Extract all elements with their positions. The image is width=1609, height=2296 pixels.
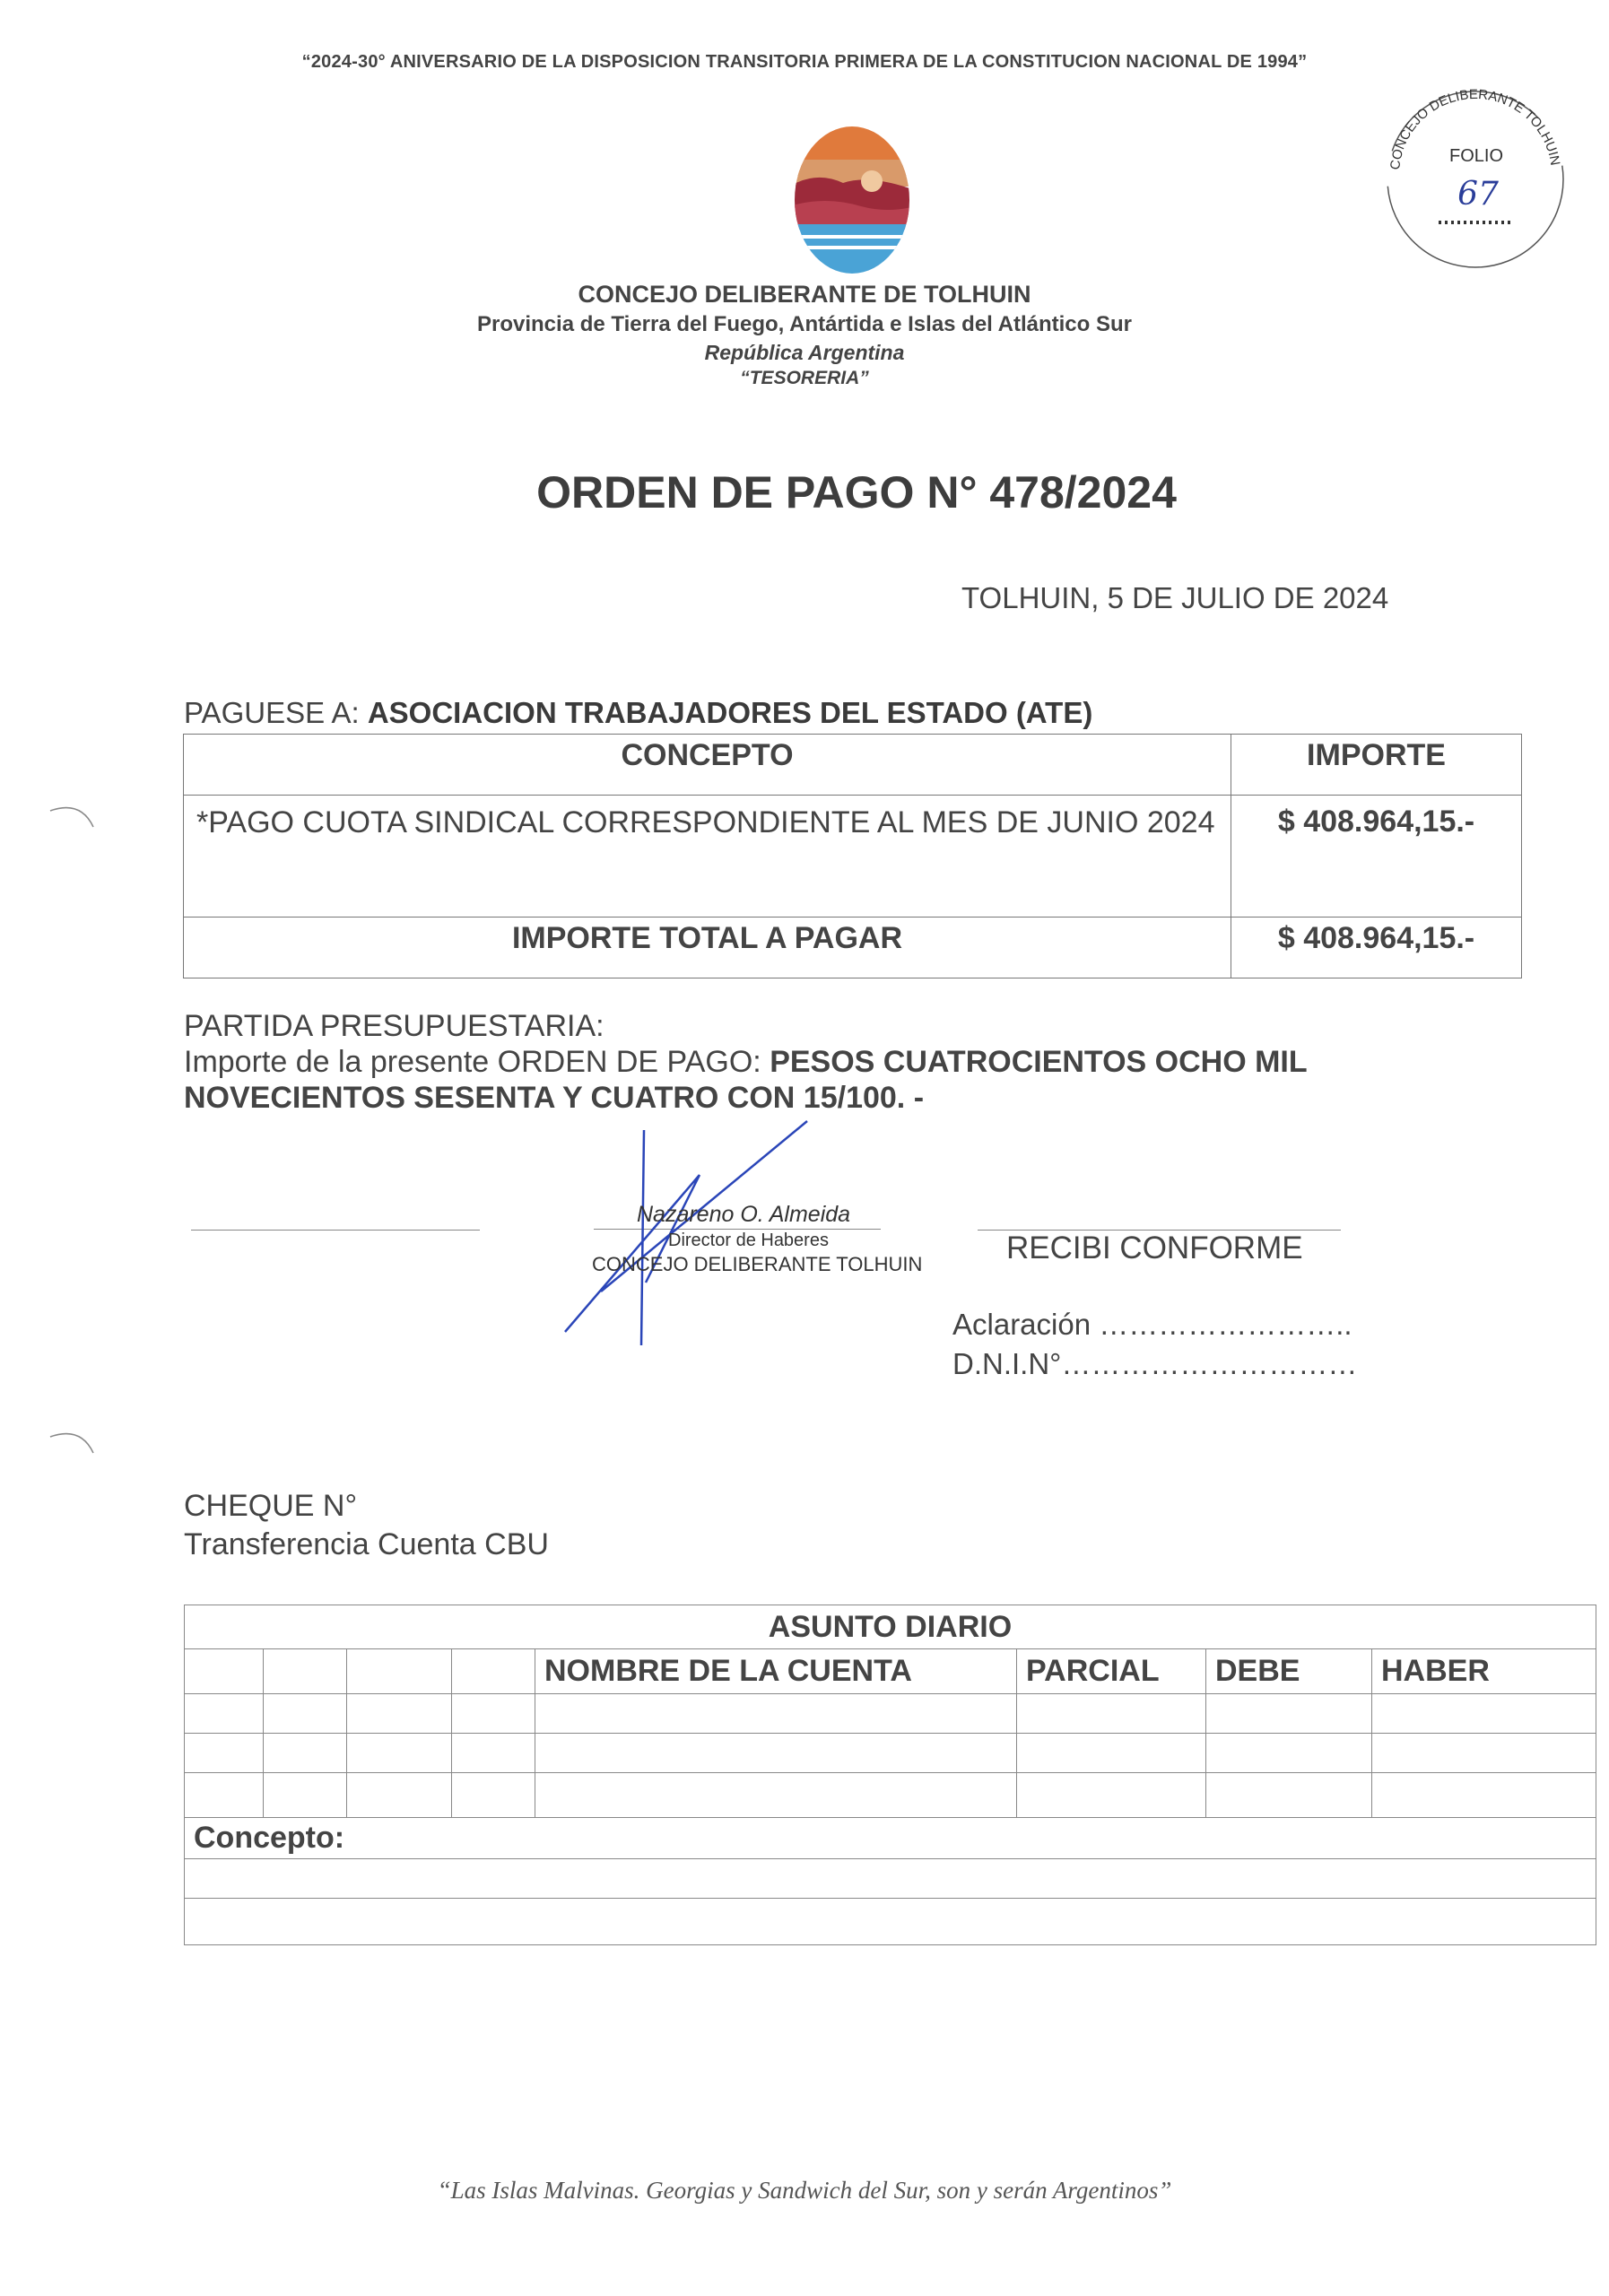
partida-amount <box>184 1044 1484 1116</box>
amount-cell: $ 408.964,15.- <box>1231 796 1522 918</box>
payee-label: PAGUESE A: <box>184 696 360 729</box>
council-logo <box>789 124 915 276</box>
footer-motto: “Las Islas Malvinas. Georgias y Sandwich del Sur, son y serán Argentinos” <box>437 2177 1172 2204</box>
total-label: IMPORTE TOTAL A PAGAR <box>184 918 1231 978</box>
organization-province: Provincia de Tierra del Fuego, Antártida e Islas del Atlántico Sur <box>477 312 1132 336</box>
asunto-blank-col-1 <box>185 1649 264 1694</box>
asunto-header-row <box>185 1649 1596 1694</box>
table-row <box>185 1694 1596 1734</box>
organization-name: CONCEJO DELIBERANTE DE TOLHUIN <box>578 281 1031 308</box>
table-row <box>185 1899 1596 1945</box>
table-row <box>185 1734 1596 1773</box>
header-motto: “2024-30° ANIVERSARIO DE LA DISPOSICION TRANSITORIA PRIMERA DE LA CONSTITUCION NACIONAL DE 1994” <box>301 52 1308 72</box>
signatory-org: CONCEJO DELIBERANTE TOLHUIN <box>592 1253 923 1275</box>
amount-header: IMPORTE <box>1231 735 1522 796</box>
haber-header: HABER <box>1372 1649 1596 1694</box>
total-amount: $ 408.964,15.- <box>1231 918 1522 978</box>
stamp-ring-text: CONCEJO DELIBERANTE TOLHUIN <box>1387 86 1563 171</box>
organization-country: República Argentina <box>704 341 905 364</box>
folio-stamp <box>1372 72 1579 278</box>
debe-header: DEBE <box>1206 1649 1372 1694</box>
receipt-dni: D.N.I.N°………………………… <box>952 1347 1358 1380</box>
signatory-role: Director de Haberes <box>668 1231 829 1250</box>
payee-name: ASOCIACION TRABAJADORES DEL ESTADO (ATE) <box>367 696 1093 729</box>
punch-hole-mark <box>45 796 99 832</box>
account-name-header: NOMBRE DE LA CUENTA <box>535 1649 1017 1694</box>
receipt-label: RECIBI CONFORME <box>1006 1231 1303 1265</box>
partida-amount-words: PESOS CUATROCIENTOS OCHO MIL NOVECIENTOS SESENTA Y CUATRO CON 15/100. - <box>184 1045 1308 1115</box>
asunto-blank-col-3 <box>347 1649 452 1694</box>
partida-amount-label: Importe de la presente ORDEN DE PAGO: <box>184 1045 761 1079</box>
total-row <box>184 918 1522 978</box>
payment-table-header <box>184 735 1522 796</box>
payee-line <box>184 696 1092 730</box>
table-row <box>185 1773 1596 1818</box>
table-row <box>185 1859 1596 1899</box>
asunto-table <box>184 1605 1596 1945</box>
parcial-header: PARCIAL <box>1017 1649 1206 1694</box>
stamp-folio-number: 67 <box>1457 176 1499 213</box>
cheque-label: CHEQUE N° <box>184 1489 358 1523</box>
receipt-aclaracion: Aclaración …………………….. <box>952 1308 1352 1341</box>
asunto-title: ASUNTO DIARIO <box>185 1605 1596 1649</box>
punch-hole-mark <box>45 1422 99 1458</box>
asunto-blank-col-4 <box>452 1649 535 1694</box>
concepto-row <box>185 1818 1596 1859</box>
table-row <box>184 796 1522 918</box>
partida-label: PARTIDA PRESUPUESTARIA: <box>184 1009 604 1043</box>
partida-section <box>184 1008 1484 1116</box>
signatory-name: Nazareno O. Almeida <box>637 1202 851 1227</box>
asunto-title-row <box>185 1605 1596 1649</box>
transfer-label: Transferencia Cuenta CBU <box>184 1527 549 1561</box>
document-date: TOLHUIN, 5 DE JULIO DE 2024 <box>961 581 1389 614</box>
asunto-blank-col-2 <box>264 1649 347 1694</box>
stamp-folio-label: FOLIO <box>1448 146 1504 166</box>
concepto-label: Concepto: <box>185 1818 1596 1859</box>
organization-department: “TESORERIA” <box>740 368 869 388</box>
document-title: ORDEN DE PAGO N° 478/2024 <box>536 467 1177 517</box>
concept-cell: *PAGO CUOTA SINDICAL CORRESPONDIENTE AL MES DE JUNIO 2024 <box>184 796 1231 918</box>
concept-header: CONCEPTO <box>184 735 1231 796</box>
left-signature-line <box>191 1230 480 1231</box>
payment-table <box>183 734 1522 978</box>
